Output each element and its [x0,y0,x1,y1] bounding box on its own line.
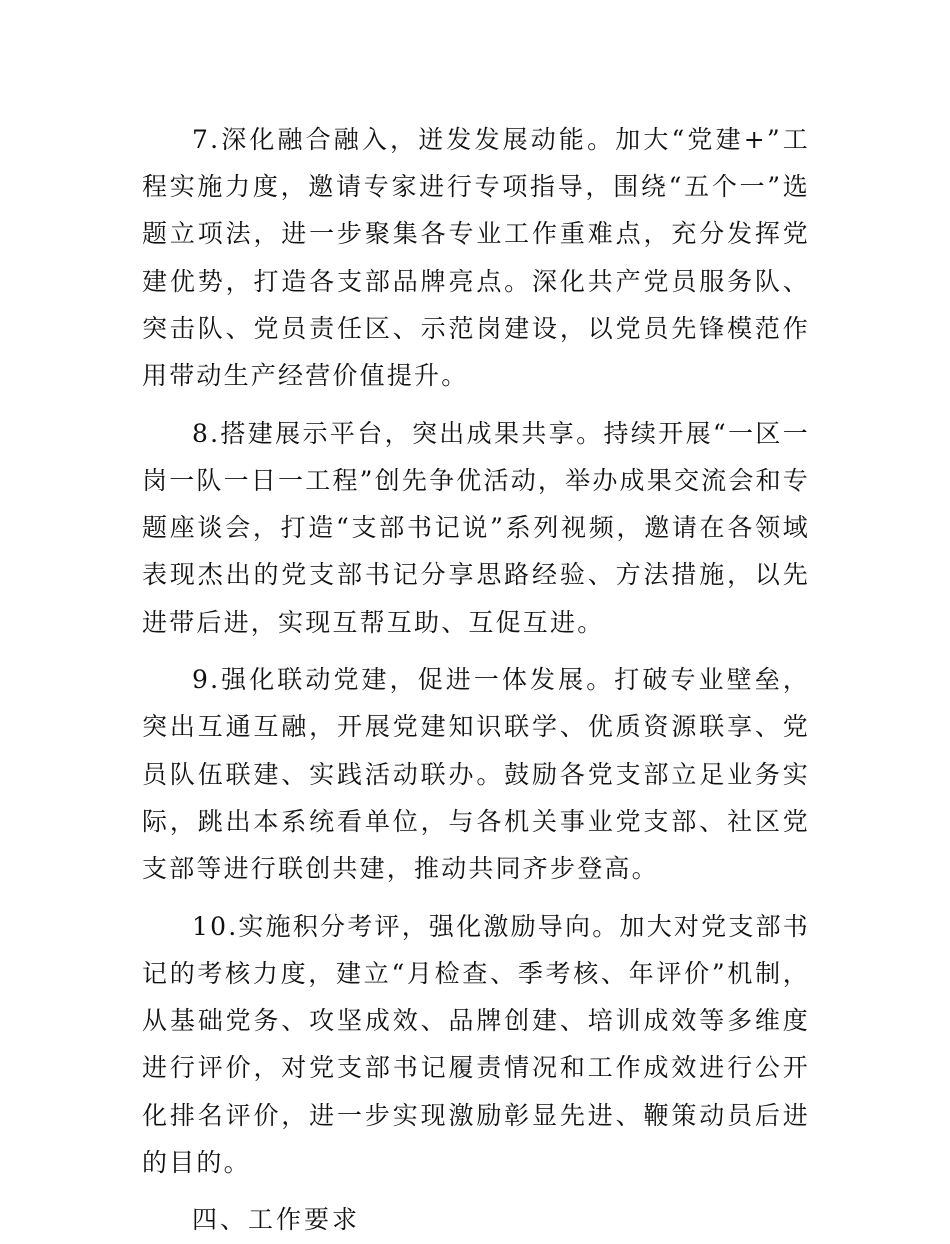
paragraph-item-10: 10.实施积分考评，强化激励导向。加大对党支部书记的考核力度，建立“月检查、季考核、年评价”机制，从基础党务、攻坚成效、品牌创建、培训成效等多维度进行评价，对党支部书记履责情况和工作成效进行公开化排名评价，进一步实现激励彰显先进、鞭策动员后进的目的。 [142,911,810,1177]
paragraph-item-9: 9.强化联动党建，促进一体发展。打破专业壁垒，突出互通互融，开展党建知识联学、优质资源联享、党员队伍联建、实践活动联办。鼓励各党支部立足业务实际，跳出本系统看单位，与各机关事业党支部、社区党支部等进行联创共建，推动共同齐步登高。 [142,665,810,884]
paragraph-item-8: 8.搭建展示平台，突出成果共享。持续开展“一区一岗一队一日一工程”创先争优活动，举办成果交流会和专题座谈会，打造“支部书记说”系列视频，邀请在各领域表现杰出的党支部书记分享思路经验、方法措施，以先进带后进，实现互帮互助、互促互进。 [142,418,810,637]
paragraph-item-7: 7.深化融合融入，迸发发展动能。加大“党建+”工程实施力度，邀请专家进行专项指导，围绕“五个一”选题立项法，进一步聚集各专业工作重难点，充分发挥党建优势，打造各支部品牌亮点。深化共产党员服务队、突击队、党员责任区、示范岗建设，以党员先锋模范作用带动生产经营价值提升。 [142,125,810,391]
document-body [142,116,810,1244]
section-heading: 四、工作要求 [192,1205,361,1235]
